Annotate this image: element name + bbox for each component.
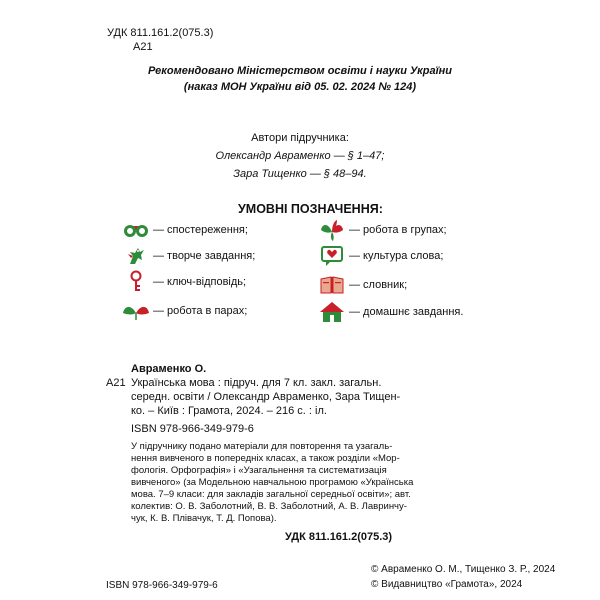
key-icon xyxy=(122,271,150,293)
footer-copyright-publisher: © Видавництво «Грамота», 2024 xyxy=(371,579,523,590)
legend-label: — ключ-відповідь; xyxy=(153,276,247,288)
legend-label: — робота в групах; xyxy=(349,224,447,236)
book-icon xyxy=(318,274,346,296)
footer-copyright-authors: © Авраменко О. М., Тищенко З. Р., 2024 xyxy=(371,564,556,575)
catalog-author: Авраменко О. xyxy=(131,363,207,375)
leaves-group-icon xyxy=(318,219,346,241)
legend-creative-task xyxy=(122,245,255,267)
catalog-desc-line-2: середн. освіти / Олександр Авраменко, Зара Тищен- xyxy=(131,391,401,403)
catalog-desc-line-3: ко. – Київ : Грамота, 2024. – 216 с. : іл. xyxy=(131,405,327,417)
author-line-1: Олександр Авраменко — § 1–47; xyxy=(215,150,385,162)
legend-homework xyxy=(318,301,463,323)
legend-label: — словник; xyxy=(349,279,408,291)
annotation-line-5: мова. 7–9 класи: для закладів загальної середньої освіти»; авт. xyxy=(131,489,411,500)
catalog-desc-line-1: Українська мова : підруч. для 7 кл. закл. загальн. xyxy=(131,377,382,389)
heart-speech-icon xyxy=(318,245,346,267)
authors-heading: Автори підручника: xyxy=(251,132,349,144)
annotation-line-1: У підручнику подано матеріали для повторення та узагаль- xyxy=(131,441,393,452)
catalog-isbn: ISBN 978-966-349-979-6 xyxy=(131,423,254,435)
legend-group-work xyxy=(318,219,447,241)
legend-answer-key xyxy=(122,271,246,293)
legend-label: — спостереження; xyxy=(153,224,248,236)
annotation-line-3: фологія. Орфографія» і «Узагальнення та систематизація xyxy=(131,465,387,476)
pegasus-icon xyxy=(122,245,150,267)
legend-pair-work xyxy=(122,300,247,322)
recommendation-line-2: (наказ МОН України від 05. 02. 2024 № 124) xyxy=(183,81,417,93)
annotation-line-2: нення вивченого в попередніх класах, а також розділи «Мор- xyxy=(131,453,400,464)
footer-isbn: ISBN 978-966-349-979-6 xyxy=(106,580,218,591)
legend-label: — творче завдання; xyxy=(153,250,256,262)
house-icon xyxy=(318,301,346,323)
annotation-line-7: чук, К. В. Плівачук, Т. Д. Попова). xyxy=(131,513,277,524)
legend-title: УМОВНІ ПОЗНАЧЕННЯ: xyxy=(238,202,383,216)
leaves-pair-icon xyxy=(122,300,150,322)
binoculars-icon xyxy=(122,219,150,241)
udk-header: УДК 811.161.2(075.3) xyxy=(107,27,214,39)
legend-label: — домашнє завдання. xyxy=(349,306,464,318)
legend-speech-culture xyxy=(318,245,443,267)
legend-dictionary xyxy=(318,274,407,296)
recommendation-line-1: Рекомендовано Міністерством освіти і науки України xyxy=(147,65,453,77)
annotation-line-6: колектив: О. В. Заболотний, В. В. Заболотний, А. В. Лавринчу- xyxy=(131,501,407,512)
legend-observation xyxy=(122,219,248,241)
annotation-line-4: вивченого» (за Модельною навчальною програмою «Українська xyxy=(131,477,414,488)
legend-label: — культура слова; xyxy=(349,250,444,262)
legend-label: — робота в парах; xyxy=(153,305,248,317)
catalog-udk: УДК 811.161.2(075.3) xyxy=(285,531,393,543)
code-header: А21 xyxy=(133,41,153,53)
author-line-2: Зара Тищенко — § 48–94. xyxy=(233,168,367,180)
catalog-code: А21 xyxy=(106,377,126,389)
